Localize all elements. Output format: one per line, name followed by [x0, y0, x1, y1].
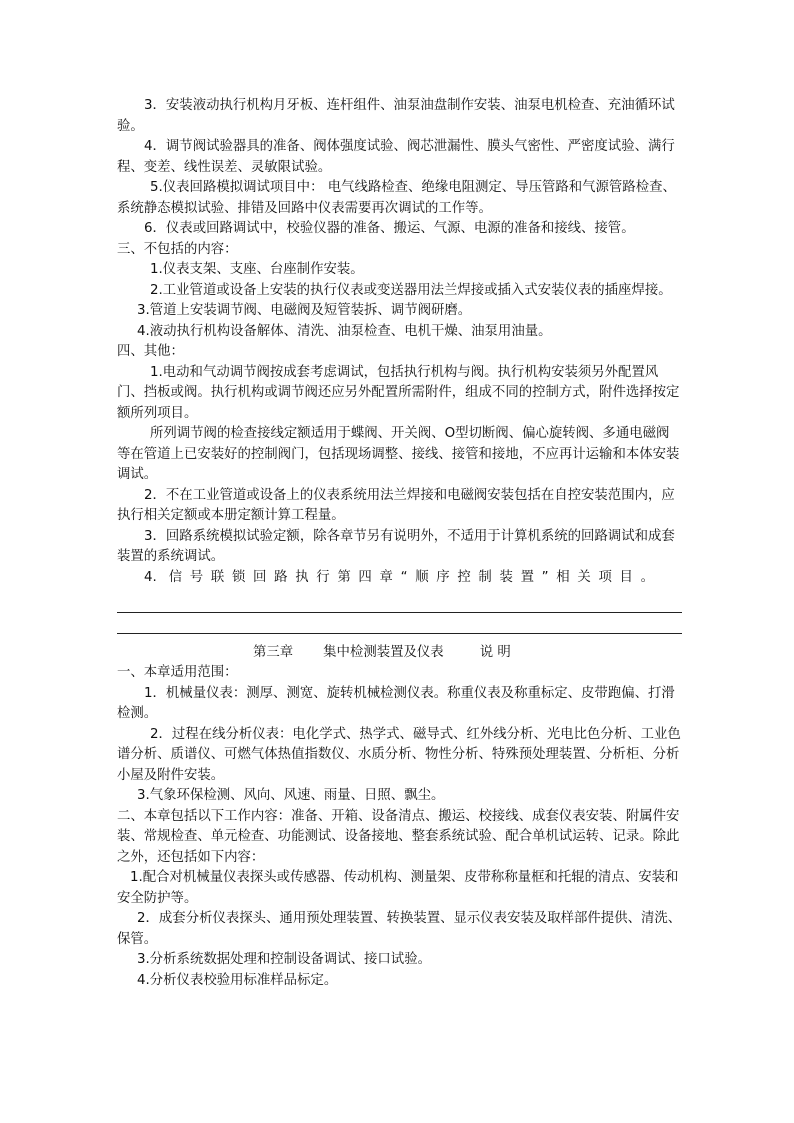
other-item-4: 4. 信号联锁回路执行第四章“顺序控制装置”相关项目。	[144, 569, 654, 585]
paragraph-item-5: 5.仪表回路模拟调试项目中： 电气线路检查、绝缘电阻测定、导压管路和气源管路检查、系统静态模拟试验、排错及回路中仪表需要再次调试的工作等。	[117, 180, 676, 216]
paragraph-item-4: 4．调节阀试验器具的准备、阀体强度试验、阀芯泄漏性、膜头气密性、严密度试验、满行程、变差、线性误差、灵敏限试验。	[117, 139, 675, 175]
work-item-3: 3.分析系统数据处理和控制设备调试、接口试验。	[137, 952, 431, 967]
other-item-3: 3．回路系统模拟试验定额，除各章节另有说明外，不适用于计算机系统的回路调试和成套装置的系统调试。	[117, 528, 675, 564]
paragraph-item-3: 3．安装液动执行机构月牙板、连杆组件、油泵油盘制作安装、油泵电机检查、充油循环试验。	[117, 98, 675, 134]
section-title-exclusions: 三、不包括的内容：	[117, 241, 238, 257]
exclusion-item-2: 2.工业管道或设备上安装的执行仪表或变送器用法兰焊接或插入式安装仪表的插座焊接。	[150, 282, 672, 298]
exclusion-item-1: 1.仪表支架、支座、台座制作安装。	[150, 262, 364, 277]
work-item-1: 1.配合对机械量仪表探头或传感器、传动机构、测量架、皮带称称量框和托辊的清点、安装和安全防护等。	[117, 870, 679, 906]
section-title-work-content: 二、本章包括以下工作内容：准备、开箱、设备清点、搬运、校接线、成套仪表安装、附属件安装、常规检查、单元检查、功能测试、设备接地、整套系统试验、配合单机试运转、记录。除此之外，还包括如下内容：	[117, 808, 680, 865]
exclusion-item-3: 3.管道上安装调节阀、电磁阀及短管装拆、调节阀研磨。	[137, 303, 472, 318]
chapter-heading	[117, 643, 682, 663]
scope-item-1: 1．机械量仪表：测厚、测宽、旋转机械检测仪表。称重仪表及称重标定、皮带跑偏、打滑检测。	[117, 685, 675, 721]
divider-line-bottom	[117, 633, 682, 634]
document-body	[117, 96, 682, 991]
chapter-note: 说 明	[479, 645, 511, 660]
chapter-name: 集中检测装置及仪表	[323, 645, 444, 660]
other-item-1: 1.电动和气动调节阀按成套考虑调试，包括执行机构与阀。执行机构安装须另外配置风门、挡板或阀。执行机构或调节阀还应另外配置所需附件，组成不同的控制方式，附件选择按定额所列项目。	[117, 364, 680, 421]
exclusion-item-4: 4.液动执行机构设备解体、清洗、油泵检查、电机干燥、油泵用油量。	[137, 323, 552, 339]
scope-item-3: 3.气象环保检测、风向、风速、雨量、日照、飘尘。	[137, 788, 445, 803]
paragraph-item-6: 6．仪表或回路调试中，校验仪器的准备、搬运、气源、电源的准备和接线、接管。	[144, 221, 635, 236]
other-item-1-note: 所列调节阀的检查接线定额适用于蝶阀、开关阀、O型切断阀、偏心旋转阀、多通电磁阀等在管道上已安装好的控制阀门，包括现场调整、接线、接管和接地，不应再计运输和本体安装调试。	[117, 426, 680, 482]
section-title-scope: 一、本章适用范围：	[117, 665, 238, 680]
chapter-number: 第三章	[253, 645, 294, 660]
other-item-2: 2．不在工业管道或设备上的仪表系统用法兰焊接和电磁阀安装包括在自控安装范围内，应执行相关定额或本册定额计算工程量。	[117, 487, 675, 523]
work-item-2: 2．成套分析仪表探头、通用预处理装置、转换装置、显示仪表安装及取样部件提供、清洗、保管。	[117, 911, 682, 947]
scope-item-2: 2．过程在线分析仪表：电化学式、热学式、磁导式、红外线分析、光电比色分析、工业色谱分析、质谱仪、可燃气体热值指数仪、水质分析、物性分析、特殊预处理装置、分析柜、分析小屋及附件安装。	[117, 726, 681, 783]
work-item-4: 4.分析仪表校验用标准样品标定。	[137, 972, 338, 988]
section-title-other: 四、其他：	[117, 344, 184, 359]
divider-line-top	[117, 612, 682, 613]
